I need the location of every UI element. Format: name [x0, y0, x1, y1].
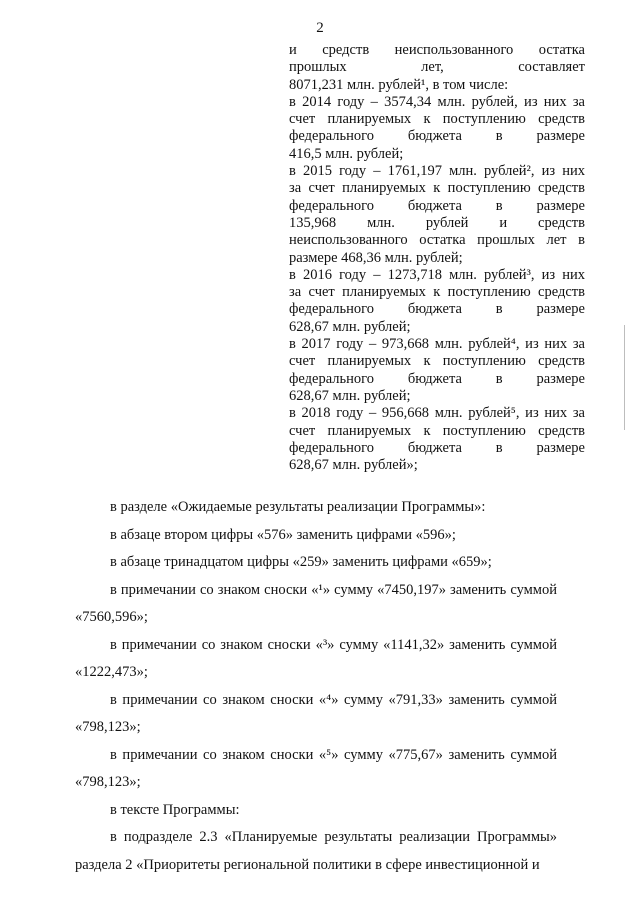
text-line: в 2014 году – 3574,34 млн. рублей, из них за: [289, 93, 585, 110]
paragraph: в примечании со знаком сноски «³» сумму «1141,32» заменить суммой «1222,473»;: [75, 636, 557, 680]
paragraph: в примечании со знаком сноски «¹» сумму «7450,197» заменить суммой «7560,596»;: [75, 581, 557, 625]
text-line: в 2016 году – 1273,718 млн. рублей³, из них: [289, 266, 585, 283]
text-line: федерального бюджета в размере: [289, 439, 585, 456]
paragraph: в примечании со знаком сноски «⁵» сумму «775,67» заменить суммой «798,123»;: [75, 746, 557, 790]
text-line: за счет планируемых к поступлению средств: [289, 180, 585, 197]
text-line: 628,67 млн. рублей;: [289, 318, 411, 335]
text-line: федерального бюджета в размере: [289, 128, 585, 145]
text-line: 8071,231 млн. рублей¹, в том числе:: [289, 76, 509, 93]
text-line: за счет планируемых к поступлению средств: [289, 284, 585, 301]
text-line: 416,5 млн. рублей;: [289, 145, 404, 162]
text-line: размере 468,36 млн. рублей;: [289, 249, 463, 266]
scan-margin-mark: [624, 325, 625, 430]
text-line: федерального бюджета в размере: [289, 197, 585, 214]
paragraph: в абзаце тринадцатом цифры «259» заменить цифрами «659»;: [110, 554, 492, 570]
paragraph: в подразделе 2.3 «Планируемые результаты реализации Программы» раздела 2 «Приоритеты региональной политики в сфере инвестиционной и: [75, 829, 557, 873]
passport-funding-column: [289, 42, 585, 474]
text-line: 628,67 млн. рублей;: [289, 387, 411, 404]
paragraph: в тексте Программы:: [110, 801, 240, 818]
text-line: федерального бюджета в размере: [289, 370, 585, 387]
text-line: прошлых лет, составляет: [289, 59, 585, 76]
text-line: 628,67 млн. рублей»;: [289, 457, 418, 474]
text-line: в 2017 году – 973,668 млн. рублей⁴, из них за: [289, 336, 585, 353]
text-line: и средств неиспользованного остатка: [289, 42, 585, 58]
page-number: 2: [316, 20, 324, 36]
text-line: неиспользованного остатка прошлых лет в: [289, 232, 585, 249]
paragraph: в примечании со знаком сноски «⁴» сумму «791,33» заменить суммой «798,123»;: [75, 691, 557, 735]
text-line: счет планируемых к поступлению средств: [289, 422, 585, 439]
text-line: федерального бюджета в размере: [289, 301, 585, 318]
paragraph: в разделе «Ожидаемые результаты реализации Программы»:: [110, 499, 486, 515]
text-line: счет планируемых к поступлению средств: [289, 111, 585, 128]
text-line: в 2018 году – 956,668 млн. рублей⁵, из них за: [289, 405, 585, 422]
paragraph: в абзаце втором цифры «576» заменить цифрами «596»;: [110, 526, 456, 543]
text-line: счет планируемых к поступлению средств: [289, 353, 585, 370]
amendment-text: [75, 494, 557, 879]
text-line: в 2015 году – 1761,197 млн. рублей², из них: [289, 163, 585, 180]
text-line: 135,968 млн. рублей и средств: [289, 214, 585, 231]
